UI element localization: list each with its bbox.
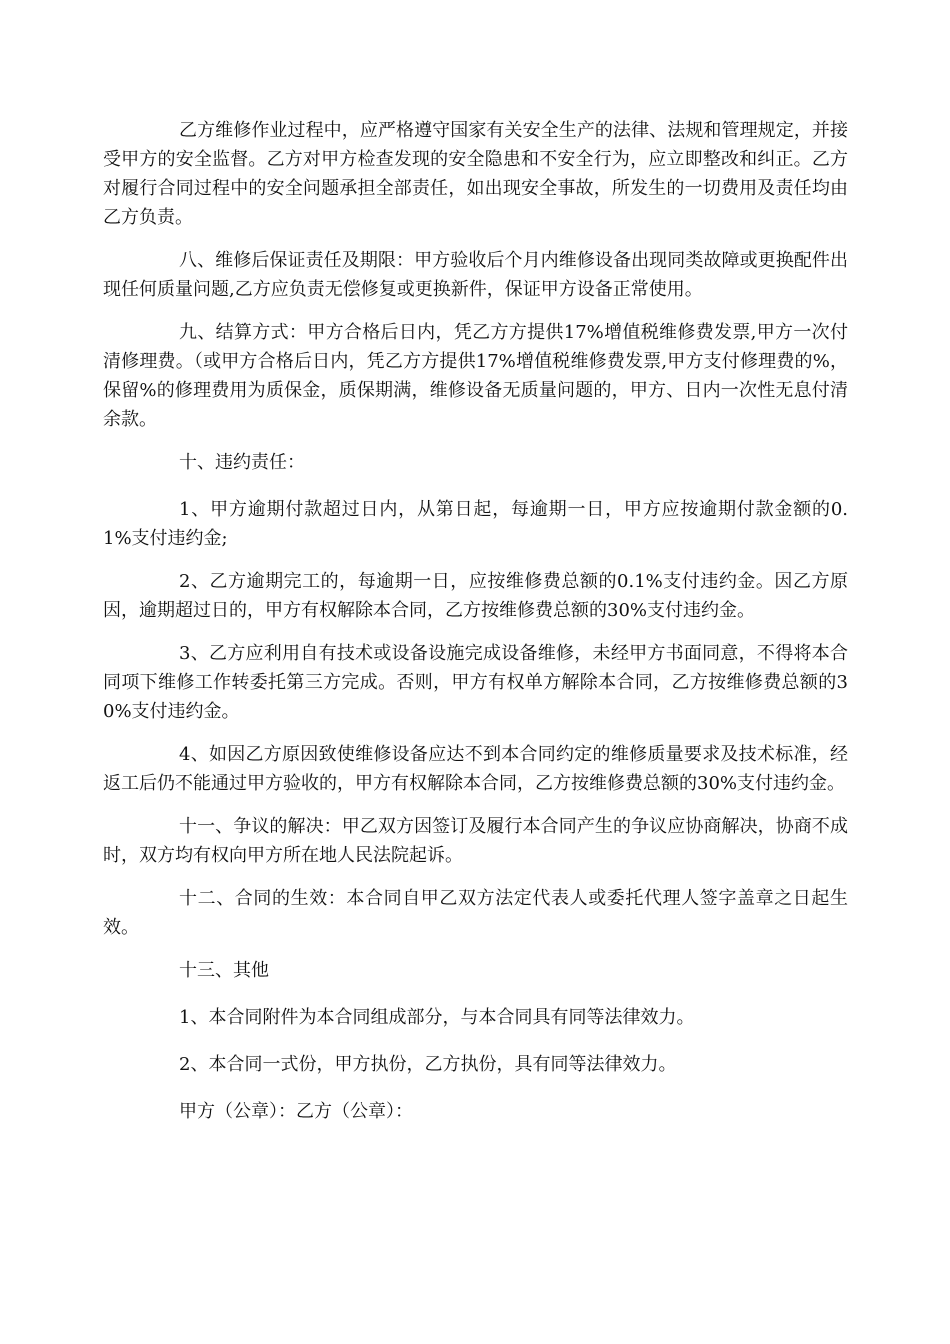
paragraph-breach-item-1: 1、甲方逾期付款超过日内，从第日起，每逾期一日，甲方应按逾期付款金额的0.1%支付违约金; (103, 499, 848, 549)
paragraph-effectiveness: 十二、合同的生效：本合同自甲乙双方法定代表人或委托代理人签字盖章之日起生效。 (103, 888, 848, 938)
paragraph-breach-item-2: 2、乙方逾期完工的，每逾期一日，应按维修费总额的0.1%支付违约金。因乙方原因，逾期超过日的，甲方有权解除本合同，乙方按维修费总额的30%支付违约金。 (103, 571, 848, 621)
paragraph-breach-item-4: 4、如因乙方原因致使维修设备应达不到本合同约定的维修质量要求及技术标准，经返工后仍不能通过甲方验收的，甲方有权解除本合同，乙方按维修费总额的30%支付违约金。 (103, 744, 848, 794)
paragraph-breach-item-3: 3、乙方应利用自有技术或设备设施完成设备维修，未经甲方书面同意，不得将本合同项下维修工作转委托第三方完成。否则，甲方有权单方解除本合同，乙方按维修费总额的30%支付违约金。 (103, 643, 848, 722)
paragraph-dispute-resolution: 十一、争议的解决：甲乙双方因签订及履行本合同产生的争议应协商解决，协商不成时，双方均有权向甲方所在地人民法院起诉。 (103, 816, 848, 866)
paragraph-other-item-2: 2、本合同一式份，甲方执份，乙方执份，具有同等法律效力。 (179, 1054, 677, 1075)
paragraph-warranty: 八、维修后保证责任及期限：甲方验收后个月内维修设备出现同类故障或更换配件出现任何质量问题,乙方应负责无偿修复或更换新件，保证甲方设备正常使用。 (103, 250, 848, 300)
document-page (103, 116, 848, 1144)
heading-other: 十三、其他 (179, 960, 269, 981)
paragraph-settlement: 九、结算方式：甲方合格后日内，凭乙方方提供17%增值税维修费发票,甲方一次付清修理费。（或甲方合格后日内，凭乙方方提供17%增值税维修费发票,甲方支付修理费的%，保留%的修理费用为质保金，质保期满，维修设备无质量问题的，甲方、日内一次性无息付清余款。 (103, 322, 848, 430)
paragraph-other-item-1: 1、本合同附件为本合同组成部分，与本合同具有同等法律效力。 (179, 1007, 695, 1028)
signature-line: 甲方（公章）：乙方（公章）： (179, 1101, 413, 1122)
paragraph-safety-responsibility: 乙方维修作业过程中，应严格遵守国家有关安全生产的法律、法规和管理规定，并接受甲方的安全监督。乙方对甲方检查发现的安全隐患和不安全行为，应立即整改和纠正。乙方对履行合同过程中的安全问题承担全部责任，如出现安全事故，所发生的一切费用及责任均由乙方负责。 (103, 120, 848, 228)
heading-breach-liability: 十、违约责任： (179, 452, 305, 473)
